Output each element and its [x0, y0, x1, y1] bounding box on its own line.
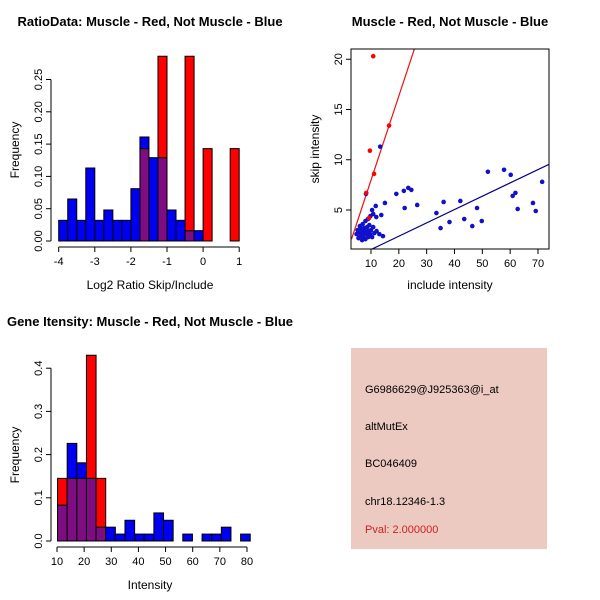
- panel-gene-histogram: [0, 300, 300, 600]
- scatter-title: Muscle - Red, Not Muscle - Blue: [351, 14, 549, 29]
- svg-text:70: 70: [213, 556, 226, 568]
- locus-text: chr18.12346-1.3: [365, 496, 446, 508]
- ratio-histogram-chart: [0, 0, 300, 300]
- svg-text:1: 1: [236, 256, 243, 268]
- svg-text:40: 40: [448, 258, 461, 270]
- svg-text:60: 60: [186, 556, 199, 568]
- event-type-text: altMutEx: [365, 421, 408, 433]
- svg-text:0.0: 0.0: [33, 533, 45, 549]
- svg-text:20: 20: [392, 258, 405, 270]
- svg-text:10: 10: [50, 556, 64, 568]
- svg-text:0.25: 0.25: [33, 68, 45, 91]
- svg-text:0.05: 0.05: [33, 197, 45, 220]
- svg-text:20: 20: [78, 556, 91, 568]
- svg-text:0.15: 0.15: [33, 133, 45, 155]
- svg-text:0.3: 0.3: [33, 403, 45, 420]
- svg-text:20: 20: [333, 53, 345, 66]
- svg-text:30: 30: [105, 556, 118, 568]
- scatter-ylabel: skip intensity: [308, 114, 322, 184]
- svg-text:-4: -4: [53, 256, 64, 268]
- svg-text:0: 0: [200, 256, 207, 268]
- svg-text:-3: -3: [89, 256, 100, 268]
- svg-text:70: 70: [531, 258, 545, 270]
- ratio-histogram-ylabel: Frequency: [8, 121, 22, 179]
- svg-text:-1: -1: [162, 256, 172, 268]
- svg-text:10: 10: [364, 258, 378, 270]
- svg-text:0.00: 0.00: [33, 230, 45, 252]
- svg-text:15: 15: [333, 103, 345, 116]
- probe-id-text: G6986629@J925363@i_at: [365, 384, 499, 396]
- svg-text:0.2: 0.2: [33, 446, 45, 463]
- svg-text:0.1: 0.1: [33, 490, 45, 506]
- ratio-histogram-xlabel: Log2 Ratio Skip/Include: [86, 278, 214, 292]
- svg-text:60: 60: [504, 258, 517, 270]
- scatter-xlabel: include intensity: [407, 278, 493, 292]
- svg-text:40: 40: [132, 556, 145, 568]
- panel-scatter: [300, 0, 600, 300]
- accession-text: BC046409: [365, 458, 417, 470]
- svg-text:30: 30: [420, 258, 433, 270]
- svg-text:0.4: 0.4: [33, 360, 45, 376]
- panel-ratio-histogram: [0, 0, 300, 300]
- svg-text:-2: -2: [126, 256, 136, 268]
- svg-text:5: 5: [333, 206, 345, 214]
- gene-histogram-xlabel: Intensity: [127, 578, 173, 592]
- info-box: [351, 348, 547, 549]
- svg-text:80: 80: [240, 556, 254, 568]
- scatter-chart: [300, 0, 600, 300]
- gene-histogram-chart: [0, 300, 300, 600]
- panel-info: [300, 300, 600, 600]
- svg-text:0.10: 0.10: [33, 165, 45, 188]
- pval-text: Pval: 2.000000: [365, 524, 439, 536]
- gene-histogram-title: Gene Itensity: Muscle - Red, Not Muscle - Blue: [6, 314, 294, 329]
- gene-histogram-ylabel: Frequency: [8, 426, 22, 484]
- svg-text:10: 10: [333, 153, 345, 166]
- svg-text:50: 50: [476, 258, 489, 270]
- svg-text:50: 50: [159, 556, 172, 568]
- svg-text:0.20: 0.20: [33, 101, 45, 123]
- ratio-histogram-title: RatioData: Muscle - Red, Not Muscle - Blue: [17, 14, 283, 29]
